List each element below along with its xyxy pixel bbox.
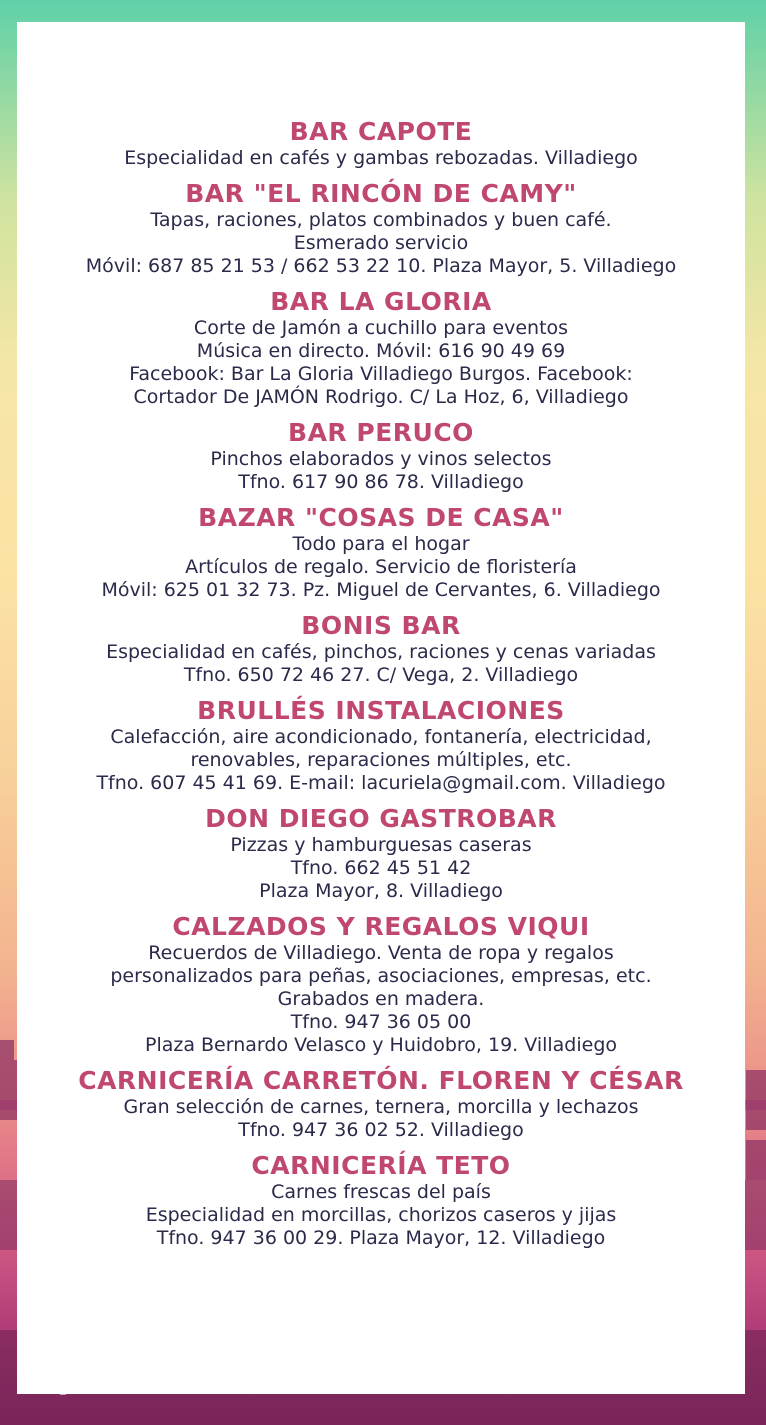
detail-line: renovables, reparaciones múltiples, etc.: [190, 749, 572, 771]
detail-line: Especialidad en morcillas, chorizos caseros y jijas: [145, 1204, 617, 1226]
detail-line: Gran selección de carnes, ternera, morcilla y lechazos: [123, 1096, 639, 1118]
entry-calzados-y-regalos-viqui: [17, 911, 745, 1057]
business-list: [17, 116, 745, 1258]
entry-carniceria-carreton: [17, 1065, 745, 1142]
detail-line: Plaza Bernardo Velasco y Huidobro, 19. Villadiego: [144, 1034, 618, 1056]
detail-line: Tfno. 607 45 41 69. E-mail: lacuriela@gmail.com. Villadiego: [96, 772, 666, 794]
detail-line: Corte de Jamón a cuchillo para eventos: [193, 317, 569, 339]
skyline-silhouette: [0, 1040, 17, 1120]
entry-bar-el-rincon-de-camy: [17, 178, 745, 278]
entry-bar-capote: [17, 116, 745, 170]
detail-line: Todo para el hogar: [292, 533, 470, 555]
detail-line: Recuerdos de Villadiego. Venta de ropa y regalos: [148, 942, 614, 964]
detail-line: Pinchos elaborados y vinos selectos: [210, 448, 552, 470]
detail-line: Especialidad en cafés, pinchos, raciones y cenas variadas: [106, 641, 656, 663]
detail-line: Móvil: 625 01 32 73. Pz. Miguel de Cervantes, 6. Villadiego: [101, 579, 661, 601]
business-name: BAR CAPOTE: [289, 117, 473, 146]
detail-line: Facebook: Bar La Gloria Villadiego Burgos. Facebook:: [129, 363, 633, 385]
entry-don-diego-gastrobar: [17, 803, 745, 903]
business-directory-card: [17, 22, 745, 1394]
business-name: BAR LA GLORIA: [270, 287, 492, 316]
entry-brulles-instalaciones: [17, 695, 745, 795]
detail-line: Tfno. 947 36 02 52. Villadiego: [238, 1119, 524, 1141]
detail-line: Tfno. 947 36 05 00: [290, 1011, 472, 1033]
business-name: CARNICERÍA TETO: [251, 1151, 511, 1180]
detail-line: Tfno. 617 90 86 78. Villadiego: [238, 471, 524, 493]
detail-line: Música en directo. Móvil: 616 90 49 69: [196, 340, 566, 362]
detail-line: Plaza Mayor, 8. Villadiego: [259, 880, 503, 902]
detail-line: Carnes frescas del país: [271, 1181, 491, 1203]
business-name: CARNICERÍA CARRETÓN. FLOREN Y CÉSAR: [78, 1066, 684, 1095]
detail-line: Artículos de regalo. Servicio de floristería: [185, 556, 577, 578]
detail-line: Calefacción, aire acondicionado, fontanería, electricidad,: [110, 726, 652, 748]
detail-line: Pizzas y hamburguesas caseras: [230, 834, 532, 856]
detail-line: Esmerado servicio: [293, 232, 469, 254]
detail-line: Tfno. 662 45 51 42: [290, 857, 472, 879]
entry-bazar-cosas-de-casa: [17, 502, 745, 602]
detail-line: Tfno. 650 72 46 27. C/ Vega, 2. Villadiego: [183, 664, 579, 686]
detail-line: Tfno. 947 36 00 29. Plaza Mayor, 12. Villadiego: [156, 1227, 606, 1249]
entry-bar-peruco: [17, 417, 745, 494]
business-name: BRULLÉS INSTALACIONES: [197, 696, 565, 725]
business-name: DON DIEGO GASTROBAR: [205, 804, 557, 833]
detail-line: personalizados para peñas, asociaciones, empresas, etc.: [110, 965, 652, 987]
business-name: CALZADOS Y REGALOS VIQUI: [172, 912, 590, 941]
entry-bonis-bar: [17, 610, 745, 687]
business-name: BAR "EL RINCÓN DE CAMY": [185, 179, 577, 208]
detail-line: Grabados en madera.: [277, 988, 485, 1010]
detail-line: Cortador De JAMÓN Rodrigo. C/ La Hoz, 6, Villadiego: [133, 386, 629, 408]
entry-bar-la-gloria: [17, 286, 745, 409]
entry-carniceria-teto: [17, 1150, 745, 1250]
detail-line: Especialidad en cafés y gambas rebozadas. Villadiego: [124, 147, 638, 169]
business-name: BAZAR "COSAS DE CASA": [198, 503, 564, 532]
detail-line: Móvil: 687 85 21 53 / 662 53 22 10. Plaza Mayor, 5. Villadiego: [85, 255, 677, 277]
business-name: BONIS BAR: [301, 611, 461, 640]
business-name: BAR PERUCO: [288, 418, 474, 447]
detail-line: Tapas, raciones, platos combinados y buen café.: [150, 209, 612, 231]
